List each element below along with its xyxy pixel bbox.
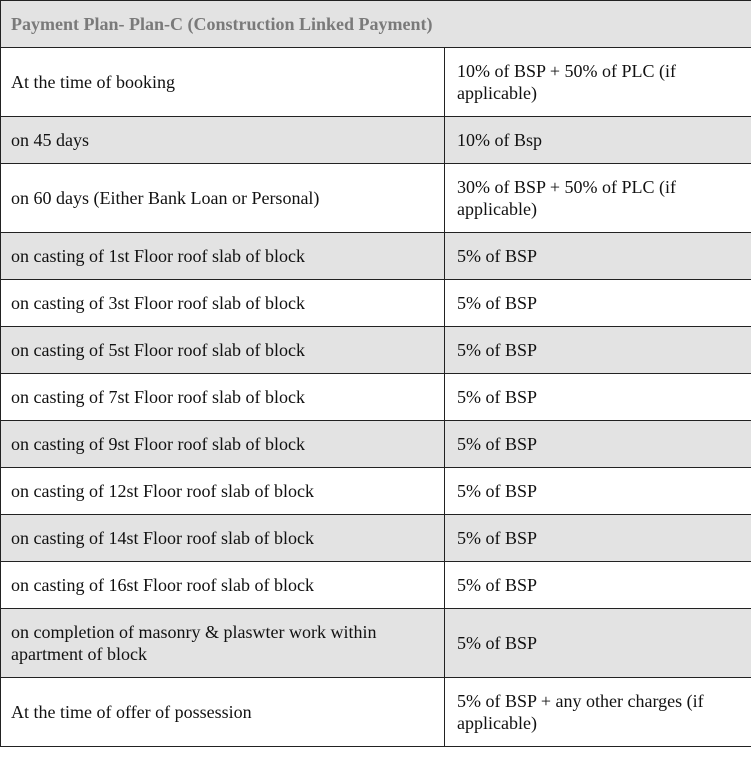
payment-amount: 5% of BSP (445, 233, 751, 280)
payment-amount: 5% of BSP + any other charges (if applicable) (445, 678, 751, 747)
payment-stage: on casting of 16st Floor roof slab of block (1, 562, 445, 609)
payment-stage: on casting of 7st Floor roof slab of block (1, 374, 445, 421)
payment-stage: on 45 days (1, 117, 445, 164)
payment-amount: 5% of BSP (445, 609, 751, 678)
payment-stage: on casting of 1st Floor roof slab of block (1, 233, 445, 280)
payment-stage: on casting of 9st Floor roof slab of block (1, 421, 445, 468)
payment-stage: on casting of 14st Floor roof slab of block (1, 515, 445, 562)
table-row (1, 280, 751, 327)
payment-amount: 10% of BSP + 50% of PLC (if applicable) (445, 48, 751, 117)
payment-amount: 5% of BSP (445, 468, 751, 515)
table-row (1, 562, 751, 609)
table-row (1, 233, 751, 280)
payment-amount: 5% of BSP (445, 327, 751, 374)
payment-amount: 10% of Bsp (445, 117, 751, 164)
payment-stage: on 60 days (Either Bank Loan or Personal) (1, 164, 445, 233)
table-row (1, 117, 751, 164)
payment-stage: on casting of 12st Floor roof slab of block (1, 468, 445, 515)
table-row (1, 327, 751, 374)
table-row (1, 515, 751, 562)
payment-amount: 5% of BSP (445, 421, 751, 468)
payment-amount: 5% of BSP (445, 280, 751, 327)
table-row (1, 48, 751, 117)
payment-stage: on completion of masonry & plaswter work within apartment of block (1, 609, 445, 678)
payment-stage: At the time of offer of possession (1, 678, 445, 747)
table-row (1, 374, 751, 421)
table-row (1, 678, 751, 747)
table-row (1, 468, 751, 515)
table-title: Payment Plan- Plan-C (Construction Linked Payment) (1, 1, 751, 48)
payment-amount: 5% of BSP (445, 515, 751, 562)
table-row (1, 164, 751, 233)
payment-amount: 30% of BSP + 50% of PLC (if applicable) (445, 164, 751, 233)
table-row (1, 609, 751, 678)
payment-amount: 5% of BSP (445, 374, 751, 421)
payment-stage: At the time of booking (1, 48, 445, 117)
table-header-row (1, 1, 751, 48)
payment-amount: 5% of BSP (445, 562, 751, 609)
payment-stage: on casting of 3st Floor roof slab of block (1, 280, 445, 327)
table-row (1, 421, 751, 468)
payment-stage: on casting of 5st Floor roof slab of block (1, 327, 445, 374)
